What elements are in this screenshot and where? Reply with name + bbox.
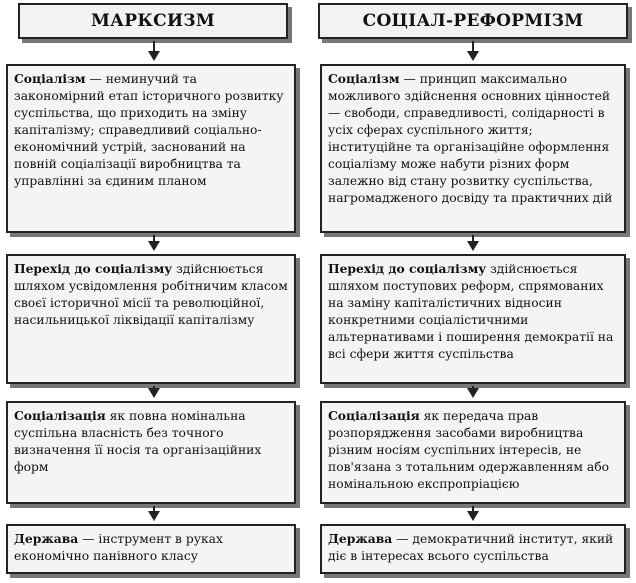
block-term: Перехід до соціалізму bbox=[14, 261, 173, 276]
reformism-socialization-box bbox=[320, 401, 626, 504]
marxism-socialization-box bbox=[6, 401, 296, 504]
block-text: — інструмент в руках економічно панівного класу bbox=[14, 532, 223, 563]
block-term: Соціалізм bbox=[14, 71, 86, 86]
marxism-state-box bbox=[6, 524, 296, 574]
block-term: Соціалізація bbox=[14, 408, 106, 423]
arrow-down-icon bbox=[472, 506, 474, 519]
block-term: Соціалізація bbox=[328, 408, 420, 423]
arrow-down-icon bbox=[153, 506, 155, 519]
reformism-socialism-box bbox=[320, 64, 626, 233]
marxism-header: МАРКСИЗМ bbox=[18, 3, 288, 39]
block-text: здійснюється шляхом поступових реформ, спрямованих на заміну капіталістичних відносин конкретними соціалістичними альтернативами і поширення демократії на всі сфери життя суспільства bbox=[328, 262, 614, 361]
arrow-down-icon bbox=[153, 386, 155, 396]
marxism-transition-box bbox=[6, 254, 296, 384]
arrow-down-icon bbox=[472, 41, 474, 59]
block-text: — неминучий та закономірний етап історичного розвитку суспільства, що приходить на зміну капіталізму; справедливий соціально-економічний устрій, заснований на повній соціалізації виробництва та управлінні за єдиним планом bbox=[14, 72, 284, 188]
reformism-state-box bbox=[320, 524, 626, 574]
block-text: — демократичний інститут, який діє в інтересах всього суспільства bbox=[328, 532, 614, 563]
block-term: Держава bbox=[14, 531, 79, 546]
arrow-down-icon bbox=[153, 41, 155, 59]
arrow-down-icon bbox=[153, 235, 155, 249]
arrow-down-icon bbox=[472, 235, 474, 249]
block-term: Соціалізм bbox=[328, 71, 400, 86]
marxism-socialism-box bbox=[6, 64, 296, 233]
block-text: — принцип максимально можливого здійснення основних цінностей — свободи, справедливості, солідарності в усіх сферах суспільного життя; інституційне та організаційне оформлення соціалізму може набути різних форм залежно від стану розвитку суспільства, нагромадженого досвіду та практичних дій bbox=[328, 72, 613, 205]
block-term: Перехід до соціалізму bbox=[328, 261, 487, 276]
block-term: Держава bbox=[328, 531, 393, 546]
social-reformism-header: СОЦІАЛ-РЕФОРМІЗМ bbox=[318, 3, 628, 39]
reformism-transition-box bbox=[320, 254, 626, 384]
block-text: як передача прав розпорядження засобами виробництва різним носіям суспільних інтересів, не пов'язана з тотальним одержавленням або номінальною експропріацією bbox=[328, 409, 610, 491]
block-text: як повна номінальна суспільна власність без точного визначення її носія та організаційних форм bbox=[14, 409, 262, 474]
block-text: здійснюється шляхом усвідомлення робітничим класом своєї історичної місії та революційної, насильницької ліквідації капіталізму bbox=[14, 262, 288, 327]
arrow-down-icon bbox=[472, 386, 474, 396]
